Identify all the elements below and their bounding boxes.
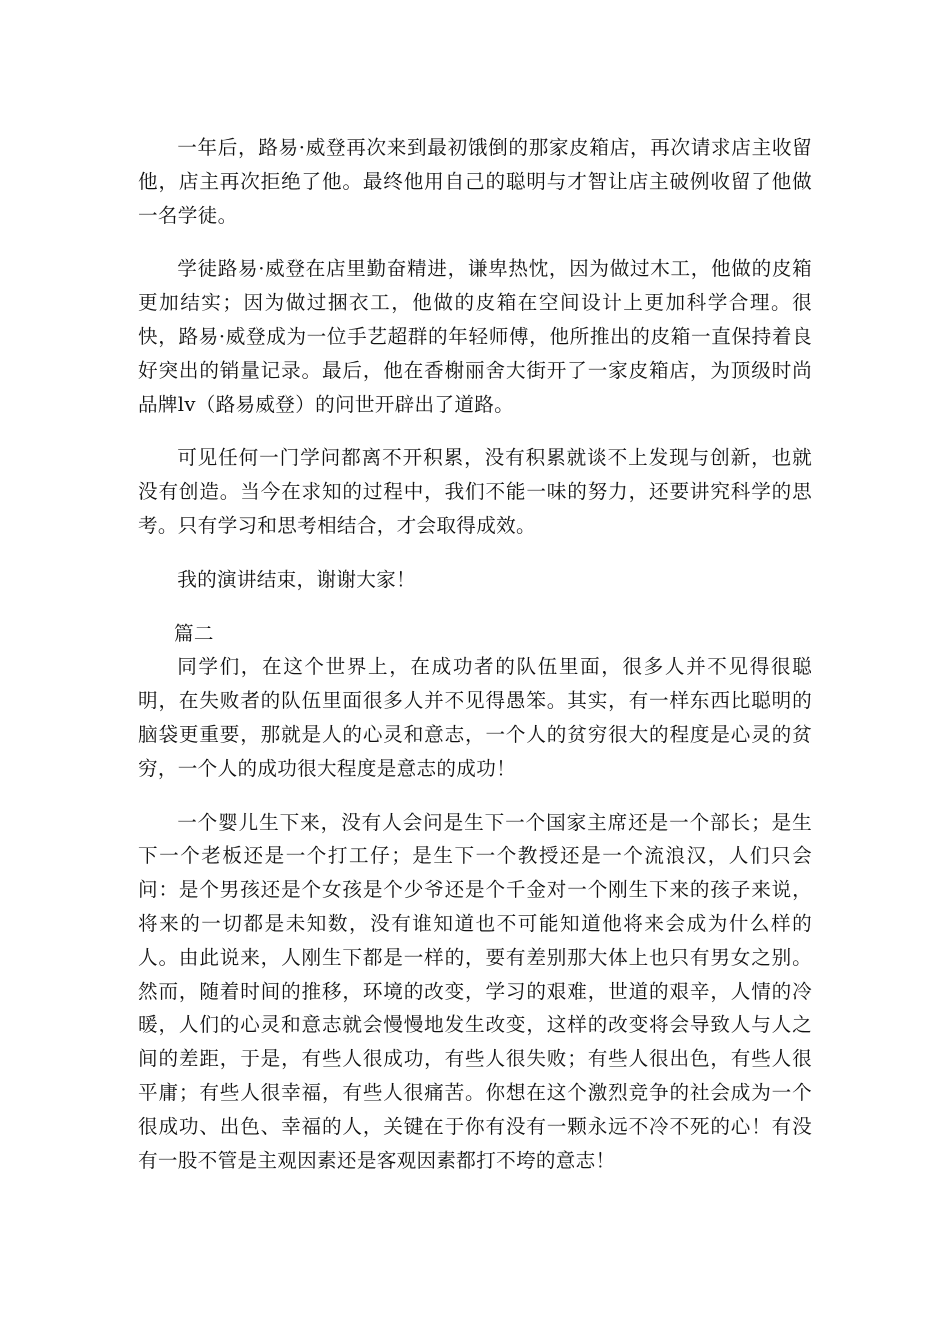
paragraph-accumulation: 可见任何一门学问都离不开积累，没有积累就谈不上发现与创新，也就没有创造。当今在求知的过程中，我们不能一味的努力，还要讲究科学的思考。只有学习和思考相结合，才会取得成效。 [138,446,812,537]
paragraph-closing: 我的演讲结束，谢谢大家！ [177,567,416,591]
document-page [138,131,812,1177]
paragraph-apprentice-accepted: 一年后，路易·威登再次来到最初饿倒的那家皮箱店，再次请求店主收留他，店主再次拒绝了他。最终他用自己的聪明与才智让店主破例收留了他做一名学徒。 [138,136,812,227]
paragraph-newborn: 一个婴儿生下来，没有人会问是生下一个国家主席还是一个部长；是生下一个老板还是一个打工仔；是生下一个教授还是一个流浪汉，人们只会问：是个男孩还是个女孩是个少爷还是个千金对一个刚生下来的孩子来说，将来的一切都是未知数，没有谁知道也不可能知道他将来会成为什么样的人。由此说来，人刚生下都是一样的，要有差别那大体上也只有男女之别。然而，随着时间的推移，环境的改变，学习的艰难，世道的艰辛，人情的冷暖，人们的心灵和意志就会慢慢地发生改变，这样的改变将会导致人与人之间的差距，于是，有些人很成功，有些人很失败；有些人很出色，有些人很平庸；有些人很幸福，有些人很痛苦。你想在这个激烈竞争的社会成为一个很成功、出色、幸福的人，关键在于你有没有一颗永远不冷不死的心！有没有一股不管是主观因素还是客观因素都打不垮的意志！ [138,810,812,1172]
section-heading: 篇二 [174,621,214,645]
paragraph-mind-and-will: 同学们，在这个世界上，在成功者的队伍里面，很多人并不见得很聪明，在失败者的队伍里面很多人并不见得愚笨。其实，有一样东西比聪明的脑袋更重要，那就是人的心灵和意志，一个人的贫穷很大的程度是心灵的贫穷，一个人的成功很大程度是意志的成功！ [138,655,812,780]
paragraph-apprentice-diligence: 学徒路易·威登在店里勤奋精进，谦卑热忱，因为做过木工，他做的皮箱更加结实；因为做过捆衣工，他做的皮箱在空间设计上更加科学合理。很快，路易·威登成为一位手艺超群的年轻师傅，他所推出的皮箱一直保持着良好突出的销量记录。最后，他在香榭丽舍大街开了一家皮箱店，为顶级时尚品牌lv（路易威登）的问世开辟出了道路。 [138,257,812,416]
